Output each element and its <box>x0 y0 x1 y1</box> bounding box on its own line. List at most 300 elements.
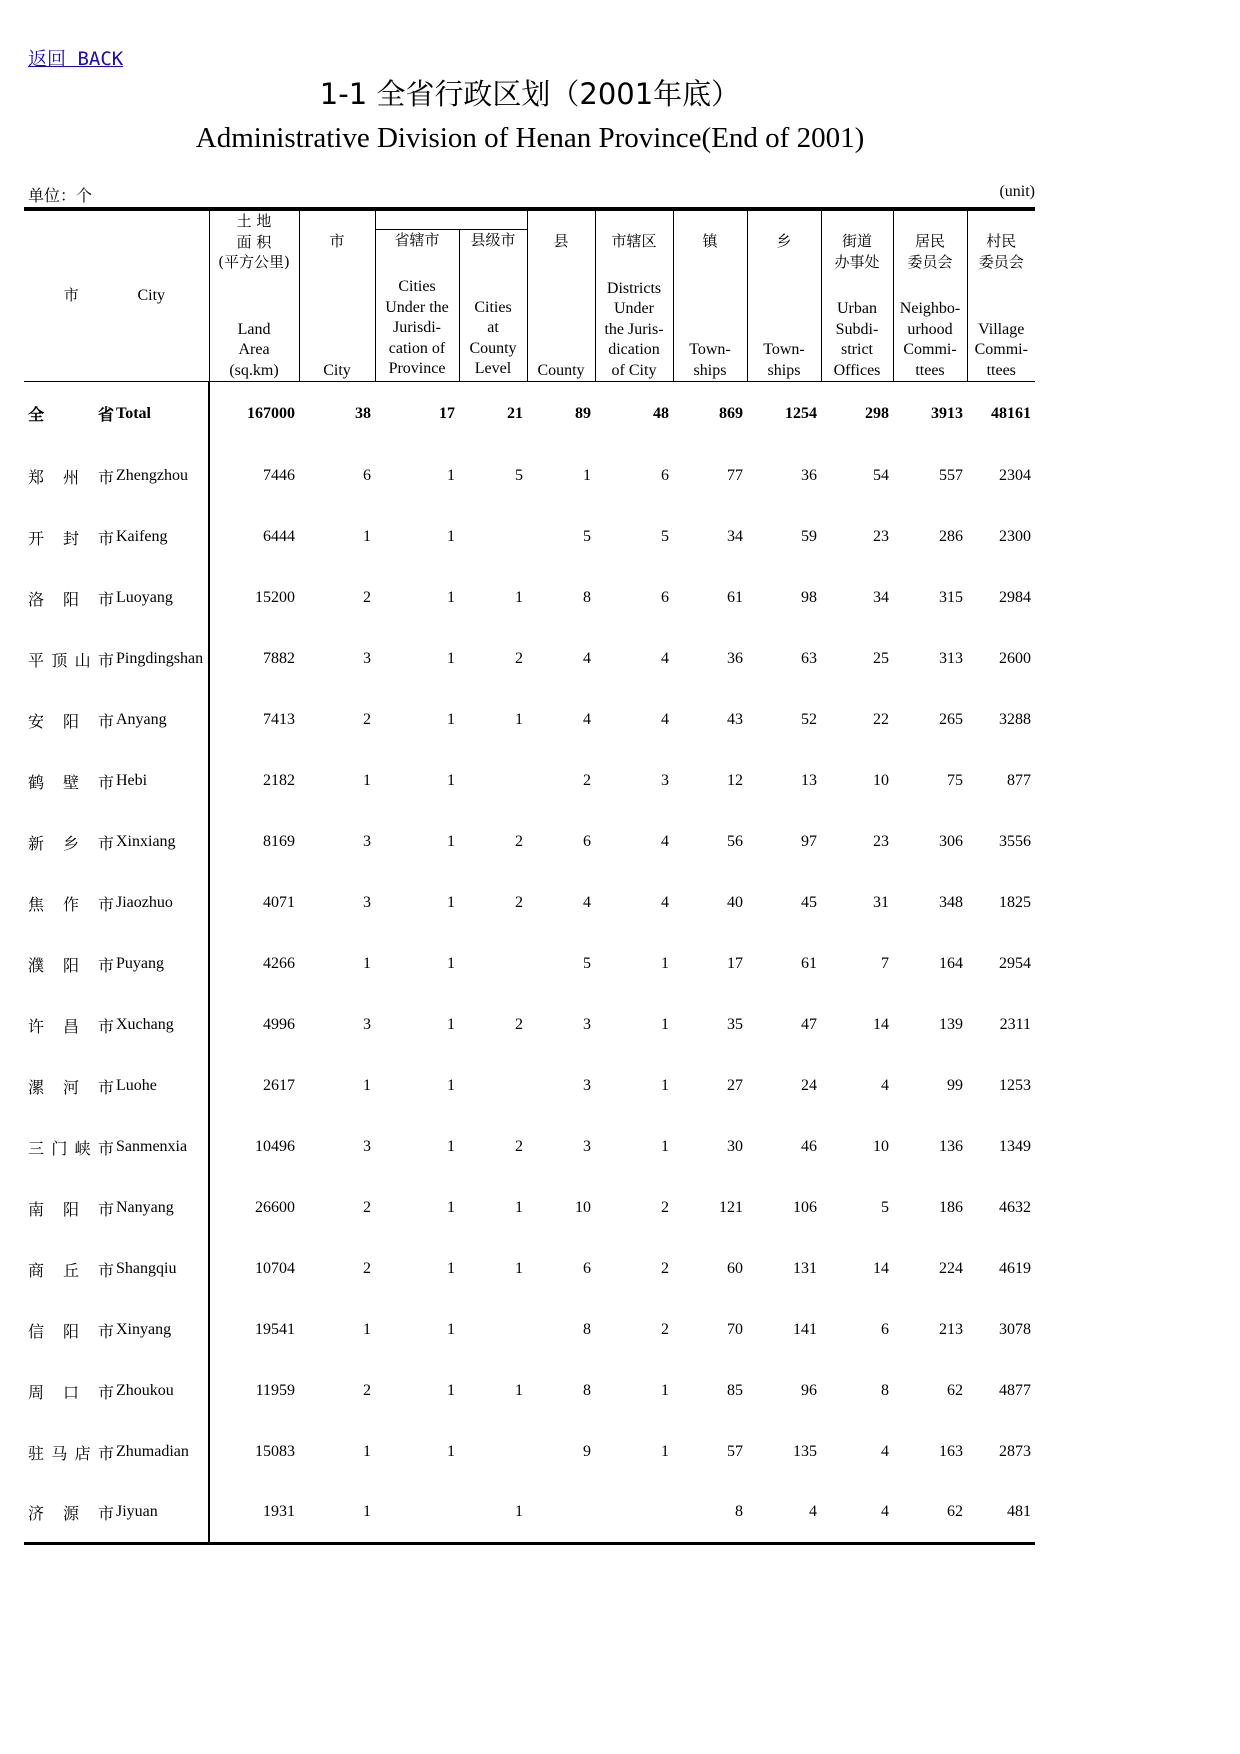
value-cell: 1 <box>447 955 455 972</box>
value-cell: 1 <box>447 1138 455 1155</box>
value-cell: 22 <box>873 711 889 728</box>
city-name-en: Total <box>116 404 151 422</box>
table-row <box>24 995 1035 1056</box>
value-cell: 34 <box>727 528 743 545</box>
city-name-cell <box>24 382 209 446</box>
header-province-city: 省辖市 Cities Under the Jurisdi- cation of Province <box>375 229 459 381</box>
value-cell: 4 <box>661 833 669 850</box>
value-cell <box>459 1422 527 1483</box>
value-cell: 1 <box>515 711 523 728</box>
value-cell: 1 <box>583 467 591 484</box>
value-cell: 70 <box>727 1321 743 1338</box>
value-cell <box>459 1056 527 1117</box>
value-cell: 7413 <box>263 711 295 728</box>
value-cell: 6 <box>661 589 669 606</box>
value-cell: 3 <box>363 894 371 911</box>
value-cell: 1 <box>515 1260 523 1277</box>
table-row <box>24 507 1035 568</box>
city-name-cell <box>24 629 209 690</box>
value-cell: 1 <box>515 1199 523 1216</box>
city-name-cn: 漯河市 <box>28 1077 114 1097</box>
value-cell: 52 <box>801 711 817 728</box>
header-resident-committee: 居民 委员会 Neighbo- urhood Commi- ttees <box>893 209 967 382</box>
value-cell: 3 <box>363 650 371 667</box>
value-cell: 8 <box>583 589 591 606</box>
value-cell: 4 <box>583 650 591 667</box>
value-cell: 4 <box>809 1503 817 1521</box>
table-row <box>24 1178 1035 1239</box>
value-cell: 17 <box>727 955 743 972</box>
value-cell: 12 <box>727 772 743 789</box>
value-cell: 36 <box>727 650 743 667</box>
city-name-cell <box>24 1361 209 1422</box>
value-cell: 106 <box>793 1199 817 1216</box>
value-cell: 2 <box>515 833 523 850</box>
value-cell: 1 <box>447 833 455 850</box>
value-cell: 135 <box>793 1443 817 1460</box>
header-county: 县 County <box>527 209 595 382</box>
city-name-cell <box>24 1483 209 1544</box>
value-cell: 1 <box>447 711 455 728</box>
value-cell: 5 <box>515 467 523 484</box>
city-name-en: Shangqiu <box>116 1260 177 1277</box>
city-name-en: Puyang <box>116 955 164 972</box>
city-name-cell <box>24 568 209 629</box>
value-cell: 3 <box>583 1016 591 1033</box>
value-cell: 19541 <box>255 1321 295 1338</box>
table-row <box>24 1117 1035 1178</box>
value-cell: 2873 <box>999 1443 1031 1460</box>
value-cell: 25 <box>873 650 889 667</box>
value-cell: 7882 <box>263 650 295 667</box>
value-cell: 1 <box>363 772 371 789</box>
value-cell: 8 <box>583 1321 591 1338</box>
table-header <box>24 209 1035 382</box>
city-name-cell <box>24 446 209 507</box>
value-cell: 1 <box>661 1382 669 1399</box>
city-name-cell <box>24 934 209 995</box>
value-cell: 1 <box>363 528 371 545</box>
value-cell: 1931 <box>263 1503 295 1521</box>
city-name-cn: 鹤壁市 <box>28 772 114 792</box>
value-cell: 1 <box>447 772 455 789</box>
value-cell: 27 <box>727 1077 743 1094</box>
value-cell: 23 <box>873 528 889 545</box>
value-cell: 54 <box>873 467 889 484</box>
page-title-cn: 1-1 全省行政区划（2001年底） <box>319 77 741 111</box>
city-name-cell <box>24 1117 209 1178</box>
value-cell: 141 <box>793 1321 817 1338</box>
value-cell: 2 <box>363 589 371 606</box>
value-cell: 1 <box>661 955 669 972</box>
city-name-cn: 新乡市 <box>28 833 114 853</box>
value-cell: 14 <box>873 1260 889 1277</box>
city-name-cn: 南阳市 <box>28 1199 114 1219</box>
value-cell: 1 <box>661 1138 669 1155</box>
value-cell: 306 <box>939 833 963 850</box>
table-row <box>24 1056 1035 1117</box>
value-cell: 3 <box>363 833 371 850</box>
header-district: 市辖区 Districts Under the Juris- dication of City <box>595 209 673 382</box>
value-cell: 2 <box>661 1321 669 1338</box>
header-land-area: 土 地 面 积 (平方公里) Land Area (sq.km) <box>209 209 299 382</box>
value-cell: 97 <box>801 833 817 850</box>
city-name-cell <box>24 995 209 1056</box>
value-cell: 1 <box>447 1199 455 1216</box>
value-cell: 15083 <box>255 1443 295 1460</box>
value-cell: 557 <box>939 467 963 484</box>
value-cell: 1 <box>515 1503 523 1521</box>
value-cell: 315 <box>939 589 963 606</box>
value-cell: 1 <box>447 528 455 545</box>
city-name-cell <box>24 1178 209 1239</box>
value-cell: 47 <box>801 1016 817 1033</box>
value-cell: 4 <box>881 1077 889 1094</box>
value-cell: 4 <box>661 650 669 667</box>
value-cell: 2984 <box>999 589 1031 606</box>
value-cell: 1 <box>363 1321 371 1338</box>
city-name-cn: 濮阳市 <box>28 955 114 975</box>
header-town: 镇 Town- ships <box>673 209 747 382</box>
city-name-en: Kaifeng <box>116 528 168 545</box>
value-cell: 1 <box>447 1321 455 1338</box>
city-name-cell <box>24 690 209 751</box>
table-row <box>24 1300 1035 1361</box>
value-cell: 8 <box>881 1382 889 1399</box>
value-cell: 139 <box>939 1016 963 1033</box>
city-name-en: Zhumadian <box>116 1443 189 1460</box>
value-cell: 877 <box>1007 772 1031 789</box>
city-name-en: Xinyang <box>116 1321 172 1338</box>
value-cell: 1 <box>447 650 455 667</box>
value-cell: 4619 <box>999 1260 1031 1277</box>
value-cell: 286 <box>939 528 963 545</box>
value-cell: 3 <box>363 1016 371 1033</box>
value-cell: 46 <box>801 1138 817 1155</box>
back-link[interactable]: 返回 BACK <box>28 48 124 70</box>
header-street-office: 街道 办事处 Urban Subdi- strict Offices <box>821 209 893 382</box>
city-name-en: Sanmenxia <box>116 1138 188 1155</box>
value-cell: 1 <box>447 1260 455 1277</box>
value-cell: 1 <box>447 1443 455 1460</box>
value-cell: 62 <box>947 1382 963 1399</box>
header-township: 乡 Town- ships <box>747 209 821 382</box>
value-cell: 96 <box>801 1382 817 1399</box>
value-cell: 14 <box>873 1016 889 1033</box>
value-cell: 99 <box>947 1077 963 1094</box>
city-name-cn: 许昌市 <box>28 1016 114 1036</box>
value-cell: 167000 <box>247 404 295 422</box>
value-cell: 2300 <box>999 528 1031 545</box>
table-row <box>24 629 1035 690</box>
value-cell: 121 <box>719 1199 743 1216</box>
city-name-cn: 三门峡市 <box>28 1138 114 1158</box>
value-cell: 48161 <box>991 404 1031 422</box>
value-cell: 4632 <box>999 1199 1031 1216</box>
value-cell: 4 <box>881 1443 889 1460</box>
unit-label-en: (unit) <box>999 183 1035 200</box>
city-name-cn: 信阳市 <box>28 1321 114 1341</box>
city-name-en: Xinxiang <box>116 833 176 850</box>
value-cell: 1 <box>363 1077 371 1094</box>
table-row <box>24 568 1035 629</box>
table-row <box>24 446 1035 507</box>
value-cell: 26600 <box>255 1199 295 1216</box>
value-cell: 2 <box>515 894 523 911</box>
value-cell: 59 <box>801 528 817 545</box>
value-cell: 10 <box>575 1199 591 1216</box>
table-row <box>24 751 1035 812</box>
value-cell: 1253 <box>999 1077 1031 1094</box>
value-cell: 2600 <box>999 650 1031 667</box>
value-cell: 6444 <box>263 528 295 545</box>
table-row <box>24 873 1035 934</box>
value-cell: 43 <box>727 711 743 728</box>
value-cell: 1 <box>661 1443 669 1460</box>
value-cell: 62 <box>947 1503 963 1521</box>
city-name-cell <box>24 1056 209 1117</box>
value-cell: 56 <box>727 833 743 850</box>
page-title-en: Administrative Division of Henan Province(End of 2001) <box>195 122 865 154</box>
value-cell: 3913 <box>931 404 963 422</box>
city-name-cn: 平顶山市 <box>28 650 114 670</box>
value-cell: 17 <box>439 404 455 422</box>
value-cell: 4877 <box>999 1382 1031 1399</box>
value-cell: 75 <box>947 772 963 789</box>
city-name-en: Zhengzhou <box>116 467 188 484</box>
value-cell: 1 <box>661 1077 669 1094</box>
value-cell: 98 <box>801 589 817 606</box>
value-cell: 6 <box>881 1321 889 1338</box>
value-cell: 1 <box>447 1382 455 1399</box>
value-cell: 6 <box>583 1260 591 1277</box>
value-cell: 24 <box>801 1077 817 1094</box>
city-name-cell <box>24 812 209 873</box>
value-cell: 2182 <box>263 772 295 789</box>
value-cell: 1 <box>447 1016 455 1033</box>
value-cell: 30 <box>727 1138 743 1155</box>
value-cell: 6 <box>363 467 371 484</box>
value-cell: 35 <box>727 1016 743 1033</box>
value-cell: 38 <box>355 404 371 422</box>
city-name-cn: 郑州市 <box>28 467 114 487</box>
value-cell: 61 <box>801 955 817 972</box>
value-cell: 5 <box>881 1199 889 1216</box>
value-cell: 4 <box>661 711 669 728</box>
value-cell: 21 <box>507 404 523 422</box>
value-cell: 10496 <box>255 1138 295 1155</box>
value-cell <box>595 1483 673 1544</box>
city-name-en: Pingdingshan <box>116 650 204 667</box>
city-name-en: Zhoukou <box>116 1382 174 1399</box>
city-name-cn: 商丘市 <box>28 1260 114 1280</box>
value-cell: 3 <box>583 1077 591 1094</box>
value-cell: 2 <box>363 711 371 728</box>
value-cell: 164 <box>939 955 963 972</box>
value-cell: 4266 <box>263 955 295 972</box>
value-cell: 2 <box>661 1260 669 1277</box>
unit-label-cn: 单位：个 <box>28 186 93 205</box>
city-name-cn: 周口市 <box>28 1382 114 1402</box>
value-cell: 2304 <box>999 467 1031 484</box>
value-cell: 10 <box>873 1138 889 1155</box>
value-cell: 4996 <box>263 1016 295 1033</box>
value-cell: 3 <box>363 1138 371 1155</box>
city-name-cell <box>24 751 209 812</box>
value-cell <box>375 1483 459 1544</box>
value-cell: 89 <box>575 404 591 422</box>
value-cell: 4 <box>661 894 669 911</box>
value-cell: 348 <box>939 894 963 911</box>
value-cell: 265 <box>939 711 963 728</box>
value-cell: 3 <box>583 1138 591 1155</box>
city-name-en: Luohe <box>116 1077 157 1094</box>
value-cell: 224 <box>939 1260 963 1277</box>
city-name-cell <box>24 1422 209 1483</box>
value-cell: 23 <box>873 833 889 850</box>
value-cell: 313 <box>939 650 963 667</box>
value-cell: 7 <box>881 955 889 972</box>
value-cell: 298 <box>865 404 889 422</box>
value-cell: 2 <box>661 1199 669 1216</box>
value-cell <box>459 751 527 812</box>
value-cell: 213 <box>939 1321 963 1338</box>
table-row <box>24 1239 1035 1300</box>
value-cell: 2 <box>515 1138 523 1155</box>
table-row <box>24 934 1035 995</box>
value-cell: 136 <box>939 1138 963 1155</box>
value-cell: 3288 <box>999 711 1031 728</box>
value-cell: 163 <box>939 1443 963 1460</box>
header-county-city: 县级市 Cities at County Level <box>459 229 527 381</box>
value-cell: 1 <box>447 1077 455 1094</box>
value-cell: 85 <box>727 1382 743 1399</box>
city-name-cn: 济源市 <box>28 1503 114 1523</box>
total-row <box>24 382 1035 446</box>
value-cell: 10704 <box>255 1260 295 1277</box>
value-cell: 2 <box>363 1199 371 1216</box>
value-cell: 5 <box>583 955 591 972</box>
table-row <box>24 690 1035 751</box>
value-cell <box>459 1300 527 1361</box>
city-name-cn: 安阳市 <box>28 711 114 731</box>
value-cell: 8169 <box>263 833 295 850</box>
value-cell: 13 <box>801 772 817 789</box>
city-name-en: Hebi <box>116 772 148 789</box>
value-cell: 60 <box>727 1260 743 1277</box>
value-cell: 1 <box>515 589 523 606</box>
value-cell: 57 <box>727 1443 743 1460</box>
value-cell: 48 <box>653 404 669 422</box>
value-cell: 481 <box>1007 1503 1031 1521</box>
table-row <box>24 1361 1035 1422</box>
value-cell: 34 <box>873 589 889 606</box>
city-name-cn: 开封市 <box>28 528 114 548</box>
value-cell: 2 <box>515 650 523 667</box>
city-name-en: Xuchang <box>116 1016 174 1033</box>
city-name-cell <box>24 1239 209 1300</box>
value-cell <box>459 934 527 995</box>
value-cell: 2617 <box>263 1077 295 1094</box>
value-cell: 1349 <box>999 1138 1031 1155</box>
value-cell: 2 <box>583 772 591 789</box>
value-cell: 4 <box>583 894 591 911</box>
value-cell: 15200 <box>255 589 295 606</box>
value-cell: 7446 <box>263 467 295 484</box>
table-row <box>24 1422 1035 1483</box>
city-name-cn: 驻马店市 <box>28 1443 114 1463</box>
value-cell: 3 <box>661 772 669 789</box>
value-cell: 4071 <box>263 894 295 911</box>
value-cell: 869 <box>719 404 743 422</box>
value-cell: 186 <box>939 1199 963 1216</box>
city-name-en: Anyang <box>116 711 167 728</box>
value-cell: 1 <box>447 894 455 911</box>
value-cell: 31 <box>873 894 889 911</box>
value-cell: 9 <box>583 1443 591 1460</box>
value-cell: 2311 <box>999 1016 1031 1033</box>
city-name-en: Jiaozhuo <box>116 894 173 911</box>
admin-division-table <box>24 207 1035 1545</box>
value-cell: 36 <box>801 467 817 484</box>
value-cell: 40 <box>727 894 743 911</box>
city-name-cell <box>24 873 209 934</box>
value-cell: 3556 <box>999 833 1031 850</box>
value-cell: 2 <box>515 1016 523 1033</box>
value-cell: 1254 <box>785 404 817 422</box>
value-cell: 1 <box>363 1443 371 1460</box>
value-cell: 2 <box>363 1382 371 1399</box>
table-row <box>24 1483 1035 1544</box>
table-body <box>24 382 1035 1544</box>
value-cell: 4 <box>583 711 591 728</box>
city-name-cell <box>24 1300 209 1361</box>
city-name-cn: 全省 <box>28 405 114 425</box>
value-cell: 131 <box>793 1260 817 1277</box>
value-cell: 5 <box>661 528 669 545</box>
city-name-cn: 焦作市 <box>28 894 114 914</box>
value-cell: 63 <box>801 650 817 667</box>
value-cell: 1825 <box>999 894 1031 911</box>
header-city-count: 市 City <box>299 209 375 382</box>
value-cell: 1 <box>661 1016 669 1033</box>
value-cell: 8 <box>583 1382 591 1399</box>
value-cell: 1 <box>447 467 455 484</box>
header-village-committee: 村民 委员会 Village Commi- ttees <box>974 232 1028 379</box>
value-cell <box>459 507 527 568</box>
value-cell: 4 <box>881 1503 889 1521</box>
city-name-en: Nanyang <box>116 1199 174 1216</box>
value-cell: 1 <box>447 589 455 606</box>
value-cell: 6 <box>583 833 591 850</box>
header-city: 市 City <box>24 209 209 382</box>
city-name-en: Luoyang <box>116 589 173 606</box>
value-cell <box>527 1483 595 1544</box>
value-cell: 10 <box>873 772 889 789</box>
value-cell: 8 <box>735 1503 743 1521</box>
value-cell: 6 <box>661 467 669 484</box>
value-cell: 3078 <box>999 1321 1031 1338</box>
value-cell: 77 <box>727 467 743 484</box>
value-cell: 1 <box>515 1382 523 1399</box>
value-cell: 1 <box>363 1503 371 1521</box>
city-name-cn: 洛阳市 <box>28 589 114 609</box>
value-cell: 2 <box>363 1260 371 1277</box>
value-cell: 61 <box>727 589 743 606</box>
table-row <box>24 812 1035 873</box>
value-cell: 5 <box>583 528 591 545</box>
city-name-en: Jiyuan <box>116 1503 158 1521</box>
